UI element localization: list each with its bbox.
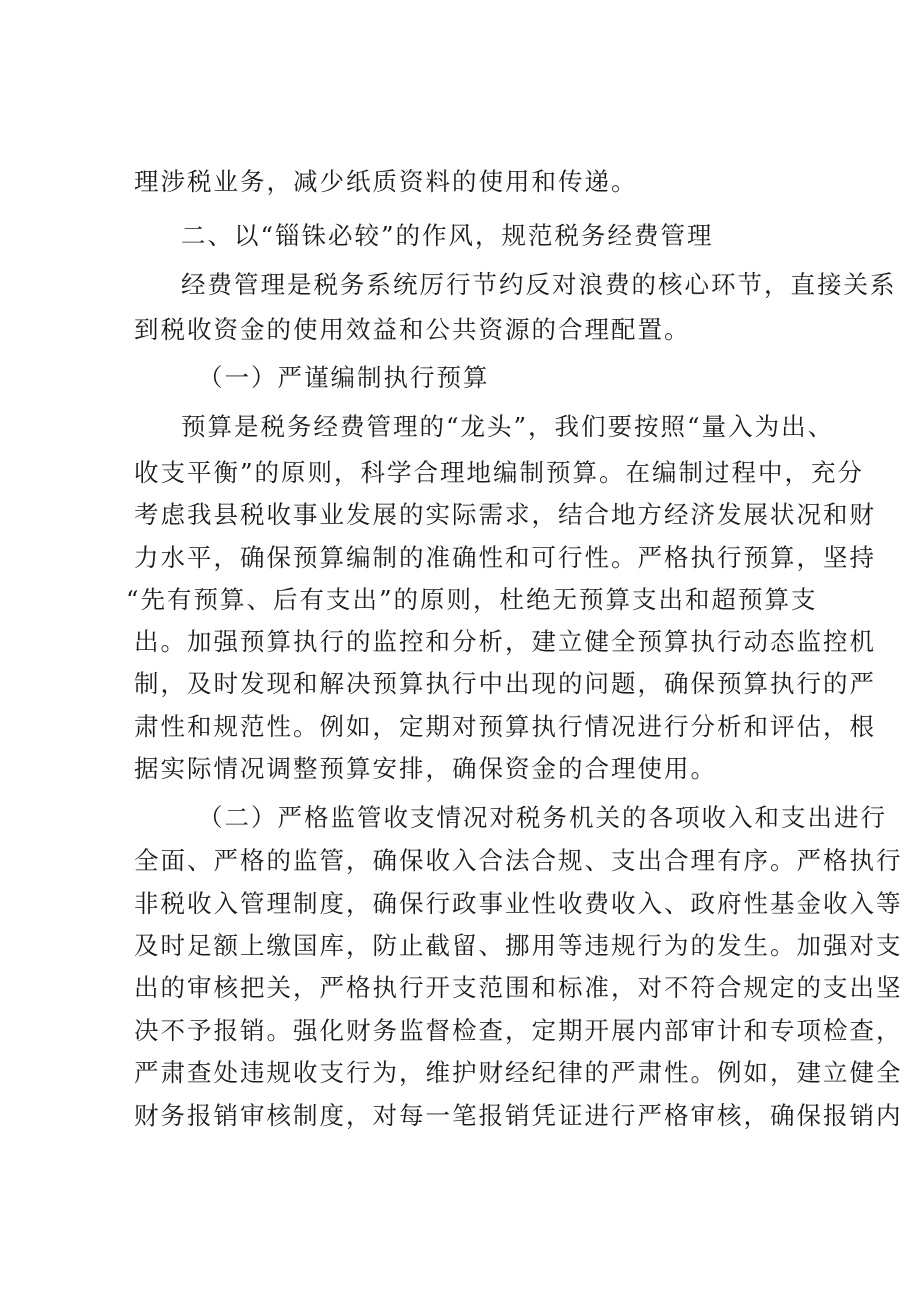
section-heading-2: 二、以“锱铢必较”的作风，规范税务经费管理 (181, 221, 714, 250)
text-line-18: 及时足额上缴国库，防止截留、挪用等违规行为的发生。加强对支 (134, 931, 903, 960)
text-line-17: 非税收入管理制度，确保行政事业性收费收入、政府性基金收入等 (134, 889, 903, 918)
text-line-7: 收支平衡”的原则，科学合理地编制预算。在编制过程中，充分 (134, 458, 865, 487)
text-line-10: “先有预算、后有支出”的原则，杜绝无预算支出和超预算支 (126, 585, 818, 614)
text-line-16: 全面、严格的监管，确保收入合法合规、支出合理有序。严格执行 (134, 846, 903, 875)
text-line-6: 预算是税务经费管理的“龙头”，我们要按照“量入为出、 (181, 412, 835, 441)
text-line-13: 肃性和规范性。例如，定期对预算执行情况进行分析和评估，根 (134, 712, 876, 741)
subsection-heading-2: （二）严格监管收支情况对税务机关的各项收入和支出进行 (198, 803, 887, 832)
text-line-8: 考虑我县税收事业发展的实际需求，结合地方经济发展状况和财 (134, 500, 876, 529)
text-line-11: 出。加强预算执行的监控和分析，建立健全预算执行动态监控机 (134, 627, 876, 656)
text-line-9: 力水平，确保预算编制的准确性和可行性。严格执行预算，坚持 (134, 543, 876, 572)
text-line-21: 严肃查处违规收支行为，维护财经纪律的严肃性。例如，建立健全 (134, 1058, 903, 1087)
text-line-12: 制，及时发现和解决预算执行中出现的问题，确保预算执行的严 (134, 669, 876, 698)
text-line-20: 决不予报销。强化财务监督检查，定期开展内部审计和专项检查， (134, 1016, 903, 1045)
text-line-4: 到税收资金的使用效益和公共资源的合理配置。 (134, 315, 691, 344)
text-line-3: 经费管理是税务系统厉行节约反对浪费的核心环节，直接关系 (181, 270, 897, 299)
text-line-19: 出的审核把关，严格执行开支范围和标准，对不符合规定的支出坚 (134, 973, 903, 1002)
subsection-heading-1: （一）严谨编制执行预算 (198, 363, 490, 392)
text-line-1: 理涉税业务，减少纸质资料的使用和传递。 (134, 167, 638, 196)
text-line-14: 据实际情况调整预算安排，确保资金的合理使用。 (134, 754, 717, 783)
text-line-22: 财务报销审核制度，对每一笔报销凭证进行严格审核，确保报销内 (134, 1101, 903, 1130)
